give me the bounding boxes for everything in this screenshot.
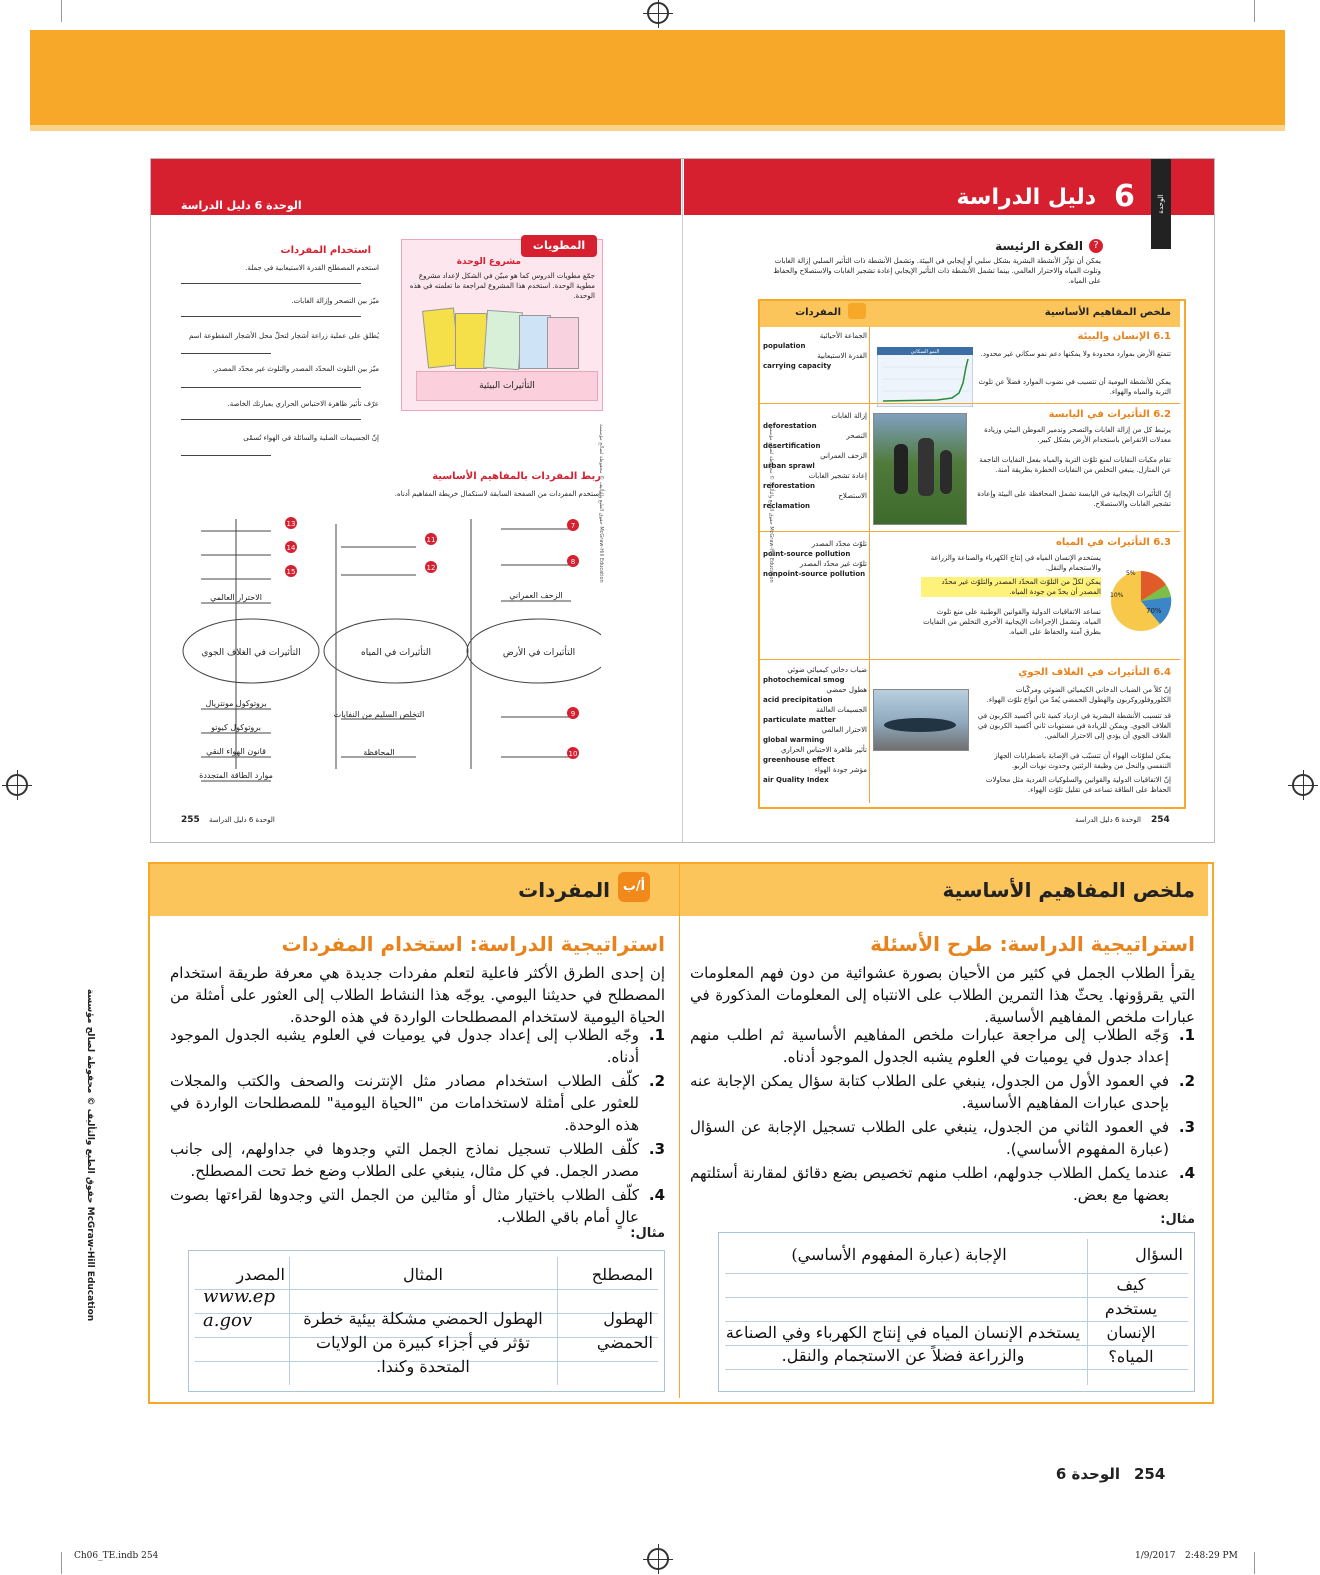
registration-mark-bottom xyxy=(647,1548,669,1570)
vocabulary-icon: أ/ب xyxy=(618,872,650,902)
step-number: 1. xyxy=(1178,1026,1195,1044)
slug-time: 2:48:29 PM xyxy=(1185,1551,1238,1561)
left-page-header xyxy=(151,159,681,215)
vocab-en: global warming xyxy=(763,736,825,744)
teacher-page-number: 254 xyxy=(1134,1465,1166,1483)
section-bullet: إنّ كلاً من الضباب الدخاني الكيميائي الضوئي ومركّبات الكلوروفلوروكربون والهطول الحمضي يُعدّ من أنواع تلوّث الهواء. xyxy=(986,686,1171,704)
vocab-ar: التصحر xyxy=(846,432,867,440)
section-bullet: تساعد الاتفاقيات الدولية والقوانين الوطنية على منع تلوث المياه. وتشمل الإجراءات الإيجابية الأخرى التخلص من النفايات بطرق آمنة والحفاظ على المياه. xyxy=(923,608,1101,636)
vocab-ar: تأثير ظاهرة الاحتباس الحراري xyxy=(780,746,867,754)
section-6-4 xyxy=(871,667,1171,678)
vocab-ar: الاحترار العالمي xyxy=(821,726,867,734)
foldables-badge xyxy=(521,235,597,257)
step-text: عندما يكمل الطلاب جدولهم، اطلب منهم تخصيص بضع دقائق لمقارنة أسئلتهم بعضها مع بعض. xyxy=(690,1164,1169,1204)
step-item xyxy=(690,1024,1195,1068)
registration-mark-right xyxy=(1292,774,1314,796)
vocab-question xyxy=(181,263,379,273)
step-text: كلّف الطلاب استخدام مصادر مثل الإنترنت والصحف والكتب والمجلات للعثور على أمثلة لاستخدامات من "الحياة اليومية" للمصطلحات الواردة في هذه الوحدة. xyxy=(170,1072,639,1134)
vocab-en: point-source pollution xyxy=(763,550,851,558)
step-text: وَجّه الطلاب إلى مراجعة عبارات ملخص المفاهيم الأساسية ثم اطلب منهم إعداد جدول في يوميات في العلوم يشبه الجدول الموجود أدناه. xyxy=(690,1026,1169,1066)
registration-mark-left xyxy=(6,774,28,796)
step-number: 4. xyxy=(1178,1164,1195,1182)
table-header-term: المصطلح xyxy=(591,1265,653,1284)
table-rule xyxy=(725,1369,1188,1370)
vocabulary-strategy-title: استراتيجية الدراسة: استخدام المفردات xyxy=(281,932,665,956)
map-number: 8 xyxy=(570,558,576,566)
concepts-row-line xyxy=(760,659,1180,660)
answer-line[interactable] xyxy=(181,387,361,388)
vocab-list-6-4 xyxy=(763,665,867,785)
trim-line xyxy=(1254,1552,1255,1574)
map-label: بروتوكول كيوتو xyxy=(211,723,261,732)
step-item xyxy=(690,1070,1195,1114)
section-bullet: إنّ التأثيرات الإيجابية في اليابسة تشمل المحافظة على البيئة وإعادة تشجير الغابات والاستصلاح. xyxy=(977,490,1171,508)
section-number: 6.3 xyxy=(1153,537,1171,548)
unit-side-tab-label: الوحدة xyxy=(1157,194,1165,214)
concepts-header: ملخص المفاهيم الأساسية xyxy=(1044,307,1171,318)
section-title: الإنسان والبيئة xyxy=(1077,331,1150,342)
vocab-ar: تلوّث غير محدّد المصدر xyxy=(799,560,867,568)
vocab-list-6-3 xyxy=(763,539,867,579)
left-page-number: 255 xyxy=(181,815,200,825)
vocab-en: particulate matter xyxy=(763,716,836,724)
step-text: كلّف الطلاب باختيار مثال أو مثالين من الجمل التي وجدوها لقراءتها بصوت عالٍ أمام باقي الطلاب. xyxy=(170,1186,639,1226)
table-answer-cell: يستخدم الإنسان المياه في إنتاج الكهرباء وفي الصناعة والزراعة فضلاً عن الاستجمام والنقل. xyxy=(725,1323,1081,1365)
vocab-question xyxy=(181,296,379,306)
vocab-en: reclamation xyxy=(763,502,811,510)
vocab-header-icon xyxy=(848,303,866,319)
section-6-1 xyxy=(871,331,1171,342)
vocab-question xyxy=(181,331,379,341)
project-title: مشروع الوحدة xyxy=(456,257,521,267)
oval-label: التأثيرات في المياه xyxy=(360,648,432,658)
step-item xyxy=(690,1116,1195,1160)
vocab-en: photochemical smog xyxy=(763,676,845,684)
vocab-en: acid precipitation xyxy=(763,696,833,704)
question-text: يُطلق على عملية زراعة أشجار لتحلّ محل الأشجار المقطوعة اسم xyxy=(189,332,379,340)
question-text: عرّف تأثير ظاهرة الاحتباس الحراري بعبارتك الخاصة. xyxy=(227,400,379,408)
pie-label: 5% xyxy=(1126,570,1136,577)
population-growth-chart xyxy=(877,347,973,407)
vocabulary-intro: إن إحدى الطرق الأكثر فاعلية لتعلم مفردات جديدة هي معرفة طريقة استخدام المصطلح في حديثنا اليومي. يوجّه هذا النشاط الطلاب إلى العثور على أمثلة من الحياة اليومية لاستخدام المصطلحات الواردة في هذه الوحدة. xyxy=(170,964,665,1026)
step-number: 3. xyxy=(648,1140,665,1158)
oval-label: التأثيرات في الأرض xyxy=(502,648,576,658)
vocab-ar: القدرة الاستيعابية xyxy=(817,352,867,360)
section-bullet: يستخدم الإنسان المياه في إنتاج الكهرباء والصناعة والزراعة والاستجمام والنقل. xyxy=(930,554,1101,572)
right-page-side-credit: حقوق الطبع والتأليف © محفوظة لصالح مؤسسة McGraw-Hill Education xyxy=(768,424,774,583)
vocab-en: nonpoint-source pollution xyxy=(763,570,866,578)
map-label: موارد الطاقة المتجددة xyxy=(199,771,273,780)
vocab-use-title: استخدام المفردات xyxy=(280,245,371,256)
foldable-label: التأثيرات البيئية xyxy=(479,381,535,391)
vocabulary-example-table xyxy=(188,1250,665,1392)
answer-line[interactable] xyxy=(181,353,271,354)
vocab-ar: مؤشر جودة الهواء xyxy=(814,766,867,774)
spread-gutter xyxy=(682,159,683,842)
vocabulary-example-label: مثال: xyxy=(630,1226,665,1241)
map-label: المحافظة xyxy=(363,748,395,757)
teacher-page-unit: الوحدة 6 xyxy=(1055,1465,1120,1483)
concept-map xyxy=(181,509,601,789)
step-number: 1. xyxy=(648,1026,665,1044)
section-bullet: يمكن لملوّثات الهواء أن تتسبّب في الإصابة باضطرابات الجهاز التنفسي والنحل من وظيفة الرئتين وحدوث نوبات الربو. xyxy=(994,752,1171,770)
map-label: بروتوكول مونتريال xyxy=(205,699,267,708)
table-header-source: المصدر xyxy=(236,1265,285,1284)
map-label: الزحف العمراني xyxy=(509,591,563,600)
table-source-cell: www.epa.gov xyxy=(203,1286,275,1331)
vocab-en: air Quality Index xyxy=(763,776,829,784)
questioning-intro: يقرأ الطلاب الجمل في كثير من الأحيان بصورة عشوائية من دون فهم المعلومات التي يقرؤونها. يحثّ هذا التمرين الطلاب على الانتباه إلى المعلومات المذكورة في عبارات ملخص المفاهيم الأساسية. xyxy=(690,964,1195,1026)
section-bullet: يرتبط كل من إزالة الغابات والتصحر وتدمير الموطن البيئي وزيادة معدلات الانقراض باستخدام الأرض بشكل كبير. xyxy=(984,426,1171,444)
vocab-ar: الزحف العمراني xyxy=(820,452,867,460)
teacher-header-divider xyxy=(679,864,680,1398)
pie-label: 10% xyxy=(1110,592,1124,599)
table-term-cell: الهطول الحمضي xyxy=(596,1309,653,1352)
section-title: التأثيرات في اليابسة xyxy=(1048,409,1150,420)
slug-date: 1/9/2017 xyxy=(1135,1551,1176,1561)
project-text: جمّع مطويات الدروس كما هو مبيّن في الشكل لإعداد مشروع مطوية الوحدة. استخدم هذا المشروع لمراجعة ما تعلمته في هذه الوحدة. xyxy=(409,272,595,300)
trim-line xyxy=(61,0,62,22)
step-item xyxy=(170,1184,665,1228)
vocab-en: reforestation xyxy=(763,482,816,490)
trim-line xyxy=(61,1552,62,1574)
vocab-en: desertification xyxy=(763,442,821,450)
answer-line[interactable] xyxy=(181,283,361,284)
vocabulary-steps xyxy=(170,1024,665,1228)
section-bullet: قد تتسبب الأنشطة البشرية في ازدياد كمية ثاني أكسيد الكربون في الغلاف الجوي. ويمكن للزيادة في مستويات ثاني أكسيد الكربون في الغلاف الجوي أن يؤدي إلى الاحترار العالمي. xyxy=(977,712,1171,740)
step-text: وجّه الطلاب إلى إعداد جدول في يوميات في العلوم يشبه الجدول الموجود أدناه. xyxy=(170,1026,639,1066)
vocab-header: المفردات xyxy=(795,307,841,318)
vocab-ar: الاستصلاح xyxy=(838,492,867,500)
step-item xyxy=(170,1070,665,1136)
vocab-ar: الجسيمات العالقة xyxy=(816,706,867,714)
running-people-photo xyxy=(873,413,967,525)
concepts-row-line xyxy=(760,531,1180,532)
vocab-list-6-1 xyxy=(763,331,867,371)
left-page-side-credit: حقوق الطبع والتأليف © محفوظة لصالح مؤسسة McGraw-Hill Education xyxy=(598,424,604,583)
step-number: 3. xyxy=(1178,1118,1195,1136)
solar-car-photo xyxy=(873,689,969,751)
section-bullet: إنّ الاتفاقيات الدولية والقوانين والسلوكيات الفردية مثل محاولات الحفاظ على الطاقة تساعد في تقليل تلوّث الهواء. xyxy=(985,776,1171,794)
step-number: 2. xyxy=(1178,1072,1195,1090)
pie-label: 70% xyxy=(1146,607,1162,615)
map-number: 14 xyxy=(286,544,296,552)
section-bullet: يمكن للأنشطة اليومية أن تتسبب في نضوب الموارد فضلاً عن تلوث التربة والمياه والهواء. xyxy=(978,378,1171,396)
section-bullet: يمكن لكلّ من التلوّث المحدّد المصدر والتلوّث غير محدّد المصدر أن يحدّ من جودة المياه. xyxy=(921,577,1101,597)
foldable-label-box xyxy=(416,371,598,401)
section-6-3 xyxy=(871,537,1171,548)
vocab-ar: هطول حمضي xyxy=(826,686,867,694)
map-number: 12 xyxy=(426,564,436,572)
step-item xyxy=(170,1138,665,1182)
questioning-example-label: مثال: xyxy=(1160,1212,1195,1227)
vocab-ar: إزالة الغابات xyxy=(831,412,867,420)
section-bullet: تقام مكبات النفايات لمنع تلوّث التربة والمياه بفعل النفايات الناجمة عن المنازل. ينبغي التخلص من النفايات الخطرة بطريقة آمنة. xyxy=(979,456,1171,474)
table-col-divider xyxy=(557,1257,558,1385)
study-guide-title: دليل الدراسة xyxy=(956,185,1096,210)
foldables-badge-label: المطويات xyxy=(532,239,586,252)
teacher-side-credit: حقوق الطبع والتأليف © محفوظة لصالح مؤسسة McGraw-Hill Education xyxy=(85,988,95,1322)
table-header-question: السؤال xyxy=(1135,1245,1183,1264)
question-text: استخدم المصطلح القدرة الاستيعابية في جملة. xyxy=(245,264,379,272)
big-idea-text: يمكن أن تؤثّر الأنشطة البشرية بشكل سلبي أو إيجابي في البيئة. وتشمل الأنشطة ذات التأثير السلبي إزالة الغابات وتلوث المياه والاحترار العالمي. بينما تشمل الأنشطة ذات التأثير الإيجابي إعادة تشجير الغابات والاستصلاح والحفاظ على المياه. xyxy=(773,257,1101,285)
chart-title: النمو السكاني xyxy=(910,349,940,355)
step-text: كلّف الطلاب تسجيل نماذج الجمل التي وجدوها في جداولهم، إلى جانب مصدر الجمل. في كل مثال، ينبغي على الطلاب وضع خط تحت المصطلح. xyxy=(170,1140,639,1180)
concepts-divider xyxy=(869,327,870,803)
answer-line[interactable] xyxy=(181,455,271,456)
student-spread xyxy=(150,158,1215,843)
left-page-footer: الوحدة 6 دليل الدراسة xyxy=(209,816,275,824)
question-text: ميّز بين التصحر وإزالة الغابات. xyxy=(291,297,379,305)
answer-line[interactable] xyxy=(181,316,361,317)
vocab-en: deforestation xyxy=(763,422,817,430)
table-col-divider xyxy=(289,1257,290,1385)
question-text: إنّ الجسيمات الصلبة والسائلة في الهواء تُسمّى xyxy=(243,434,379,442)
vocab-en: greenhouse effect xyxy=(763,756,835,764)
table-example-cell: الهطول الحمضي مشكلة بيئية خطرة تؤثر في أجزاء كبيرة من الولايات المتحدة وكندا. xyxy=(303,1309,543,1376)
map-number: 7 xyxy=(570,522,576,530)
section-number: 6.1 xyxy=(1153,331,1171,342)
table-header-answer: الإجابة (عبارة المفهوم الأساسي) xyxy=(791,1245,1007,1264)
table-col-divider xyxy=(1087,1239,1088,1385)
link-vocab-text: استخدم المفردات من الصفحة السابقة لاستكمال خريطة المفاهيم أدناه. xyxy=(394,490,601,498)
vocab-en: urban sprawl xyxy=(763,462,815,470)
vocab-list-6-2 xyxy=(763,411,867,511)
step-text: في العمود الأول من الجدول، ينبغي على الطلاب كتابة سؤال يمكن الإجابة عنه بإحدى عبارات المفاهيم الأساسية. xyxy=(690,1072,1169,1112)
key-concepts-heading: ملخص المفاهيم الأساسية xyxy=(942,878,1195,902)
vocab-question xyxy=(181,433,379,443)
right-page-header xyxy=(684,159,1214,215)
table-question-cell: كيف يستخدم الإنسان المياه؟ xyxy=(1104,1275,1158,1366)
map-number: 11 xyxy=(426,536,436,544)
right-page-footer: الوحدة 6 دليل الدراسة xyxy=(1075,816,1141,824)
section-number: 6.4 xyxy=(1153,667,1171,678)
foldable-illustration xyxy=(421,309,581,371)
answer-line[interactable] xyxy=(181,419,361,420)
section-number: 6.2 xyxy=(1153,409,1171,420)
question-text: ميّز بين التلوث المحدّد المصدر والتلوث غير محدّد المصدر. xyxy=(212,365,379,373)
questioning-example-table xyxy=(718,1232,1195,1392)
vocab-ar: إعادة تشجير الغابات xyxy=(808,472,867,480)
vocab-question xyxy=(181,364,379,374)
top-color-strip xyxy=(30,125,1285,131)
map-label: قانون الهواء النقي xyxy=(206,747,266,756)
big-idea-title: الفكرة الرئيسة xyxy=(995,239,1083,253)
step-item xyxy=(170,1024,665,1068)
right-page-number: 254 xyxy=(1151,815,1170,825)
step-number: 2. xyxy=(648,1072,665,1090)
section-title: التأثيرات في الغلاف الجوي xyxy=(1018,667,1150,678)
map-number: 13 xyxy=(286,520,296,528)
vocab-en: carrying capacity xyxy=(763,362,832,370)
map-number: 10 xyxy=(568,750,578,758)
step-number: 4. xyxy=(648,1186,665,1204)
map-number: 15 xyxy=(286,568,296,576)
map-number: 9 xyxy=(570,710,576,718)
vocab-question xyxy=(181,399,379,409)
table-header-example: المثال xyxy=(403,1265,443,1284)
link-vocab-title: ربط المفردات بالمفاهيم الأساسية xyxy=(432,471,601,482)
vocab-ar: تلوّث محدّد المصدر xyxy=(811,540,867,548)
questioning-steps xyxy=(690,1024,1195,1206)
vocab-ar: الجماعة الأحيائية xyxy=(819,332,867,340)
unit-side-tab xyxy=(1151,159,1171,249)
top-color-band xyxy=(30,30,1285,125)
big-idea-icon: ? xyxy=(1089,239,1103,253)
vocabulary-heading: المفردات xyxy=(518,878,610,902)
concepts-row-line xyxy=(760,403,1180,404)
oval-label: التأثيرات في الغلاف الجوي xyxy=(201,648,301,658)
slug-filename: Ch06_TE.indb 254 xyxy=(74,1551,159,1561)
vocab-en: population xyxy=(763,342,806,350)
vocab-ar: ضباب دخاني كيميائي ضوئي xyxy=(787,666,867,674)
questioning-strategy-title: استراتيجية الدراسة: طرح الأسئلة xyxy=(870,932,1195,956)
section-title: التأثيرات في المياه xyxy=(1055,537,1150,548)
registration-mark-top xyxy=(647,2,669,24)
step-item xyxy=(690,1162,1195,1206)
map-label: التخلص السليم من النفايات xyxy=(333,710,425,719)
section-bullet: تتمتع الأرض بموارد محدودة ولا يمكنها دعم نمو سكاني غير محدود. xyxy=(980,350,1171,358)
unit-number: 6 xyxy=(1114,179,1135,214)
water-use-pie-chart xyxy=(1106,555,1176,639)
left-page-header-title: الوحدة 6 دليل الدراسة xyxy=(181,199,302,212)
map-label: الاحترار العالمي xyxy=(210,593,262,602)
trim-line xyxy=(1254,0,1255,22)
step-text: في العمود الثاني من الجدول، ينبغي على الطلاب تسجيل الإجابة عن السؤال (عبارة المفهوم الأساسي). xyxy=(690,1118,1169,1158)
